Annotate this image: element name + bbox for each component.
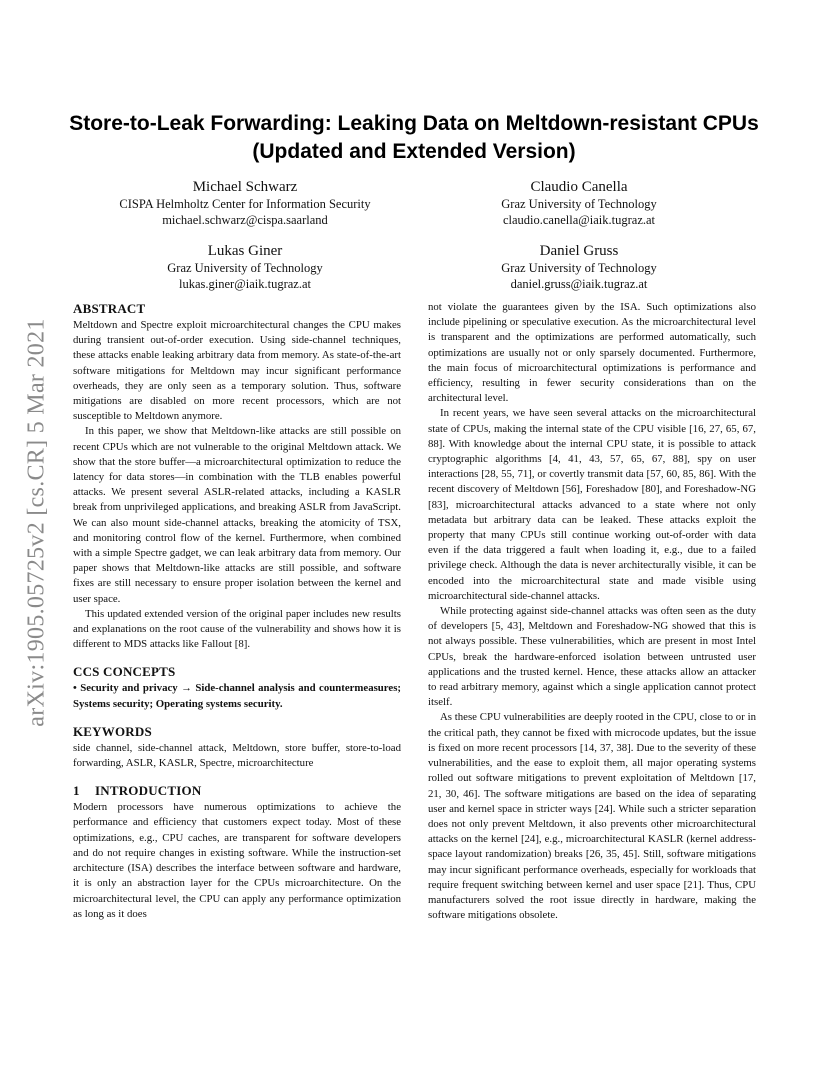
arxiv-stamp [20, 292, 54, 752]
section-title: INTRODUCTION [95, 783, 202, 799]
left-column [73, 300, 401, 922]
intro-paragraph: In recent years, we have seen several attacks on the microarchitectural state of CPUs, making the internal state of the CPU visible [16, 27, 65, 67, 88]. With knowledge about the internal CPU state, it is possible to attack cryptographic algorithms [4, 41, 43, 57, 65, 67, 88], spy on user interactions [28, 55, 71], or covertly transmit data [57, 60, 85, 86]. With the recent discovery of Meltdown [56], Foreshadow [80], and Foreshadow-NG [83], microarchitectural attacks advanced to a state where not only metadata but arbitrary data can be leaked. These attacks exploit the property that many CPUs still continue working out-of-order with data even if the data triggered a fault when loading it, e.g., due to a failed privilege check. Although the data is never architecturally visible, it can be encoded into the microarchitectural state and made visible using microarchitectural side-channel attacks. [428, 407, 756, 602]
introduction-heading [73, 782, 401, 800]
author-name: Claudio Canella [530, 179, 628, 195]
author-name: Michael Schwarz [192, 179, 298, 195]
section-number: 1 [73, 783, 80, 799]
arxiv-stamp-text: arXiv:1905.05725v2 [cs.CR] 5 Mar 2021 [23, 317, 50, 727]
author-block [80, 242, 410, 292]
author-affiliation: Graz University of Technology [501, 197, 657, 211]
author-email: claudio.canella@iaik.tugraz.at [502, 213, 656, 227]
author-email: daniel.gruss@iaik.tugraz.at [510, 277, 648, 291]
author-block [414, 242, 744, 292]
keywords-heading: KEYWORDS [73, 723, 152, 739]
intro-paragraph: As these CPU vulnerabilities are deeply rooted in the CPU, close to or in the critical path, they cannot be fixed with microcode updates, but the issue is fixed on more recent processors [14, 37, 38]. Due to the severity of these vulnerabilities, and the ease to exploit them, all major operating systems rolled out software mitigations to prevent exploitation of Meltdown [17, 21, 30, 46]. The software mitigations are based on the idea of separating user and kernel space in stricter ways [24]. While such a stricter separation does not only prevent Meltdown, it also prevents other microarchitectural attacks on the kernel [24], e.g., microarchitectural KASLR (kernel address-space layout randomization) breaks [26, 35, 45]. Still, software mitigations may incur significant performance overheads, especially for workloads that require frequent switching between kernel and user space [21]. Thus, CPU manufacturers solved the root issue directly in hardware, making the software mitigations obsolete. [428, 711, 756, 922]
ccs-concepts: • Security and privacy → Side-channel analysis and countermeasures; Systems security; Operating systems security. [73, 682, 401, 710]
author-block [80, 178, 410, 228]
author-name: Lukas Giner [207, 243, 283, 259]
author-affiliation: Graz University of Technology [167, 261, 323, 275]
abstract-paragraph: Meltdown and Spectre exploit microarchitectural changes the CPU makes during transient out-of-order execution. Using side-channel techniques, these attacks enable leaking arbitrary data from memory. As state-of-the-art software mitigations for Meltdown may incur significant performance overheads, they are only seen as a temporary solution. Thus, software mitigations are disabled on more recent processors, which are not susceptible to Meltdown anymore. [73, 319, 401, 423]
intro-paragraph: not violate the guarantees given by the ISA. Such optimizations also include pipelining or speculative execution. As the microarchitectural level is transparent and the optimizations are performed automatically, such optimizations are usually not or only sparsely documented. Furthermore, the main focus of microarchitectural optimizations is performance and efficiency, resulting in fewer security considerations than on the architectural level. [428, 301, 756, 405]
author-affiliation: Graz University of Technology [501, 261, 657, 275]
author-name: Daniel Gruss [539, 243, 619, 259]
right-column [428, 300, 756, 923]
author-email: michael.schwarz@cispa.saarland [162, 213, 328, 227]
author-affiliation: CISPA Helmholtz Center for Information Security [119, 197, 371, 211]
author-email: lukas.giner@iaik.tugraz.at [179, 277, 311, 291]
abstract-paragraph: In this paper, we show that Meltdown-like attacks are still possible on recent CPUs which are not vulnerable to the original Meltdown attack. We show that the store buffer—a microarchitectural optimization to reduce the latency for data stores—in combination with the TLB enables powerful attacks. We present several ASLR-related attacks, including a KASLR break from unprivileged applications, and breaking ASLR from JavaScript. We can also mount side-channel attacks, breaking the atomicity of TSX, and monitoring control flow of the kernel. Furthermore, when combined with a simple Spectre gadget, we can leak arbitrary data from memory. Our paper shows that Meltdown-like attacks are still possible, and software fixes are still necessary to ensure proper isolation between the kernel and user space. [73, 425, 401, 605]
abstract-heading: ABSTRACT [73, 301, 146, 316]
intro-paragraph: Modern processors have numerous optimizations to achieve the performance and efficiency that customers expect today. Most of these optimizations, e.g., CPU caches, are transparent for software developers and do not require changes in existing software. While the instruction-set architecture (ISA) describes the interface between software and hardware, it is only an abstraction layer for the CPUs microarchitecture. On the microarchitectural level, the CPU can apply any performance optimization as long as it does [73, 801, 401, 920]
ccs-heading: CCS CONCEPTS [73, 664, 176, 680]
author-block [414, 178, 744, 228]
abstract-paragraph: This updated extended version of the original paper includes new results and explanations on the root cause of the vulnerability and shows how it is different to MDS attacks like Fallout [8]. [73, 607, 401, 651]
intro-paragraph: While protecting against side-channel attacks was often seen as the duty of developers [5, 43], Meltdown and Foreshadow-NG showed that this is not always possible. These vulnerabilities, which are present in most Intel CPUs, break the hardware-enforced isolation between untrusted user applications and the trusted kernel. Hence, these attacks allow an attacker to read arbitrary memory, against which a single application cannot protect itself. [428, 605, 756, 709]
paper-title: Store-to-Leak Forwarding: Leaking Data on Meltdown-resistant CPUs (Updated and Extended Version) [69, 112, 759, 163]
keywords-text: side channel, side-channel attack, Meltdown, store buffer, store-to-load forwarding, ASLR, KASLR, Spectre, microarchitecture [73, 741, 401, 770]
